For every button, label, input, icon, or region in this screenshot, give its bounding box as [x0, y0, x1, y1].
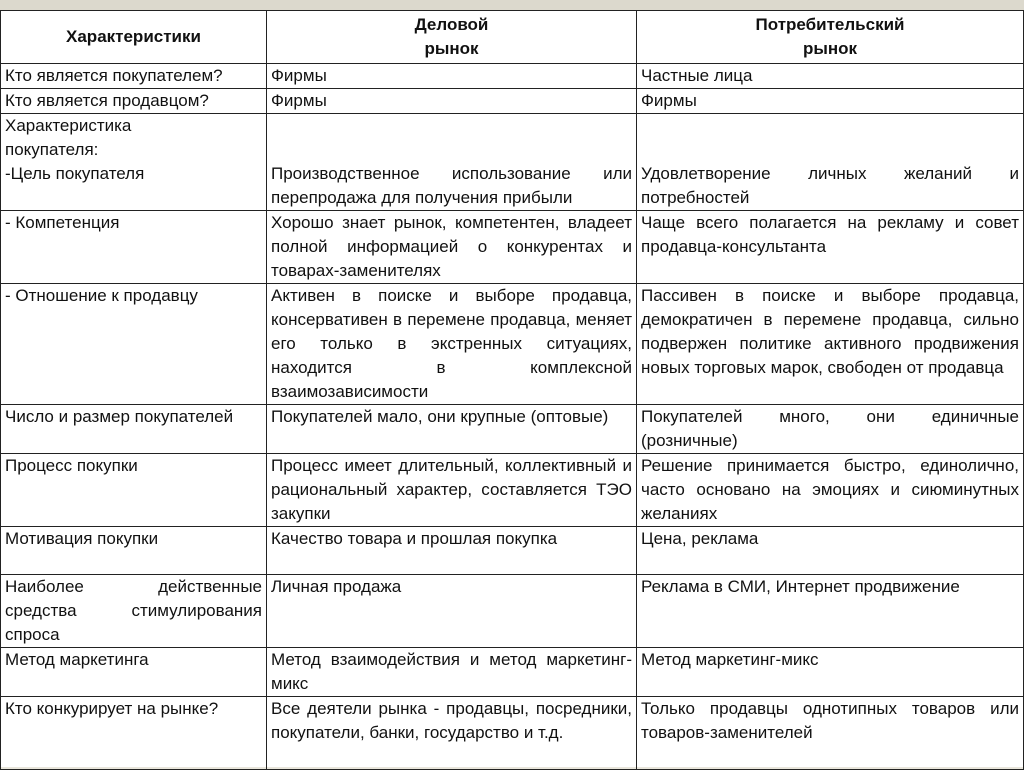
header-characteristics: Характеристики	[1, 11, 267, 64]
table-row	[1, 64, 1024, 89]
header-consumer-market: Потребительский рынок	[637, 11, 1024, 64]
row-label: Характеристика покупателя: -Цель покупателя	[1, 114, 267, 211]
row-label: Кто конкурирует на рынке?	[1, 697, 267, 770]
table-row	[1, 89, 1024, 114]
business-cell: Все деятели рынка - продавцы, посредники, покупатели, банки, государство и т.д.	[267, 697, 637, 770]
comparison-table	[0, 10, 1024, 770]
table-row	[1, 454, 1024, 527]
consumer-cell: Цена, реклама	[637, 527, 1024, 575]
business-cell: Производственное использование или перепродажа для получения прибыли	[267, 114, 637, 211]
table-header-row	[1, 11, 1024, 64]
consumer-cell: Только продавцы однотипных товаров или товаров-заменителей	[637, 697, 1024, 770]
business-cell: Покупателей мало, они крупные (оптовые)	[267, 405, 637, 454]
business-cell: Активен в поиске и выборе продавца, консервативен в перемене продавца, меняет его только в экстренных ситуациях, находится в комплексной взаимозависимости	[267, 284, 637, 405]
row-label: Мотивация покупки	[1, 527, 267, 575]
row-label: Кто является покупателем?	[1, 64, 267, 89]
row-label: Кто является продавцом?	[1, 89, 267, 114]
consumer-cell: Реклама в СМИ, Интернет продвижение	[637, 575, 1024, 648]
row-label: Метод маркетинга	[1, 648, 267, 697]
consumer-cell: Чаще всего полагается на рекламу и совет продавца-консультанта	[637, 211, 1024, 284]
table-row	[1, 648, 1024, 697]
row-label: Число и размер покупателей	[1, 405, 267, 454]
table-row	[1, 575, 1024, 648]
table-row	[1, 114, 1024, 211]
business-cell: Фирмы	[267, 64, 637, 89]
consumer-cell: Частные лица	[637, 64, 1024, 89]
row-label: - Компетенция	[1, 211, 267, 284]
row-label: - Отношение к продавцу	[1, 284, 267, 405]
consumer-cell: Пассивен в поиске и выборе продавца, демократичен в перемене продавца, сильно подвержен политике активного продвижения новых торговых марок, свободен от продавца	[637, 284, 1024, 405]
table-row	[1, 527, 1024, 575]
row-label: Наиболее действенные средства стимулирования спроса	[1, 575, 267, 648]
consumer-cell: Фирмы	[637, 89, 1024, 114]
table-row	[1, 405, 1024, 454]
table-row	[1, 211, 1024, 284]
business-cell: Личная продажа	[267, 575, 637, 648]
consumer-cell: Удовлетворение личных желаний и потребностей	[637, 114, 1024, 211]
header-business-market: Деловой рынок	[267, 11, 637, 64]
consumer-cell: Метод маркетинг-микс	[637, 648, 1024, 697]
business-cell: Метод взаимодействия и метод маркетинг-микс	[267, 648, 637, 697]
business-cell: Процесс имеет длительный, коллективный и рациональный характер, составляется ТЭО закупки	[267, 454, 637, 527]
business-cell: Качество товара и прошлая покупка	[267, 527, 637, 575]
row-label: Процесс покупки	[1, 454, 267, 527]
table-row	[1, 697, 1024, 770]
consumer-cell: Покупателей много, они единичные (розничные)	[637, 405, 1024, 454]
business-cell: Фирмы	[267, 89, 637, 114]
business-cell: Хорошо знает рынок, компетентен, владеет полной информацией о конкурентах и товарах-заменителях	[267, 211, 637, 284]
consumer-cell: Решение принимается быстро, единолично, часто основано на эмоциях и сиюминутных желаниях	[637, 454, 1024, 527]
top-strip	[0, 0, 1024, 10]
table-row	[1, 284, 1024, 405]
